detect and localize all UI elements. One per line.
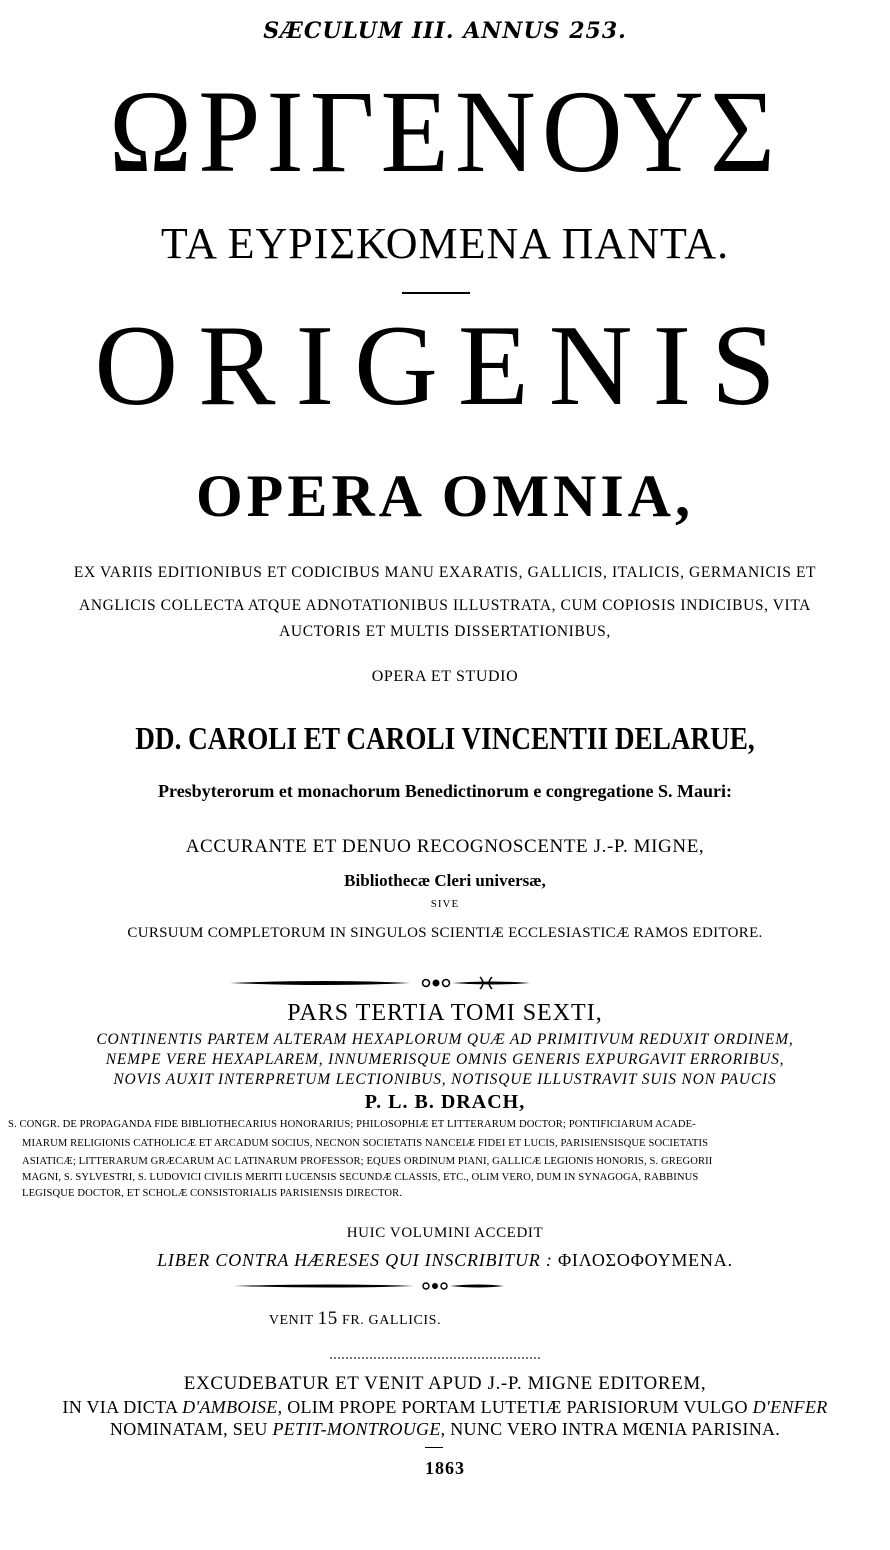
editors-description: Presbyterorum et monachorum Benedictinorum e congregatione S. Mauri: bbox=[158, 781, 732, 801]
address-text: , OLIM PROPE PORTAM LUTETIÆ PARISIORUM VULGO bbox=[277, 1397, 753, 1417]
address-text: IN VIA DICTA bbox=[62, 1397, 183, 1417]
short-rule-2 bbox=[425, 1447, 443, 1448]
latin-author: ORIGENIS bbox=[94, 302, 796, 430]
ornamental-rule-2 bbox=[234, 1278, 504, 1294]
cursuum: CURSUUM COMPLETORUM IN SINGULOS SCIENTIÆ ECCLESIASTICÆ RAMOS EDITORE. bbox=[127, 925, 763, 941]
address-italic: D'ENFER bbox=[752, 1397, 828, 1417]
continentis-line-1: CONTINENTIS PARTEM ALTERAM HEXAPLORUM QUÆ AD PRIMITIVUM REDUXIT ORDINEM, bbox=[96, 1031, 794, 1048]
opera-et-studio: OPERA ET STUDIO bbox=[371, 668, 519, 685]
address-line-1 bbox=[0, 1397, 890, 1418]
dotted-rule bbox=[330, 1357, 540, 1359]
venit-prefix: VENIT bbox=[268, 1313, 314, 1328]
ornament-dot bbox=[441, 1283, 447, 1289]
ornament-dot bbox=[443, 980, 450, 987]
venit-suffix: FR. GALLICIS. bbox=[341, 1313, 442, 1328]
ornament-swell-left bbox=[230, 981, 410, 985]
accurante: ACCURANTE ET DENUO RECOGNOSCENTE J.-P. MIGNE, bbox=[185, 836, 705, 857]
venit-line bbox=[0, 1308, 800, 1330]
continentis-line-3: NOVIS AUXIT INTERPRETUM LECTIONIBUS, NOTISQUE ILLUSTRAVIT SUIS NON PAUCIS bbox=[113, 1071, 777, 1088]
liber-line bbox=[0, 1250, 890, 1271]
ornament-dot bbox=[432, 1283, 438, 1289]
ornament-swell-left bbox=[234, 1285, 414, 1288]
short-rule-1 bbox=[402, 292, 470, 294]
greek-subtitle: ΤΑ ΕΥΡΙΣΚΟΜΕΝΑ ΠΑΝΤΑ. bbox=[160, 219, 730, 268]
liber-greek: ΦΙΛΟΣΟΦΟΥΜΕΝΑ. bbox=[557, 1250, 733, 1270]
drach-desc-line-5: LEGISQUE DOCTOR, ET SCHOLÆ CONSISTORIALIS PARISIENSIS DIRECTOR. bbox=[22, 1188, 403, 1199]
drach-desc-line-1: S. CONGR. DE PROPAGANDA FIDE BIBLIOTHECARIUS HONORARIUS; PHILOSOPHIÆ ET LITTERARUM DOCTOR; PONTIFICIARUM ACADE- bbox=[8, 1119, 696, 1130]
address-text: NOMINATAM, SEU bbox=[109, 1419, 273, 1439]
excudebatur: EXCUDEBATUR ET VENIT APUD J.-P. MIGNE EDITOREM, bbox=[183, 1373, 707, 1394]
bibliothecae: Bibliothecæ Cleri universæ, bbox=[344, 871, 546, 890]
description-line-1: EX VARIIS EDITIONIBUS ET CODICIBUS MANU EXARATIS, GALLICIS, ITALICIS, GERMANICIS ET bbox=[73, 564, 817, 581]
description-line-2: ANGLICIS COLLECTA ATQUE ADNOTATIONIBUS ILLUSTRATA, CUM COPIOSIS INDICIBUS, VITA bbox=[79, 597, 811, 614]
year: 1863 bbox=[425, 1458, 465, 1478]
ornament-dot bbox=[433, 980, 440, 987]
pars: PARS TERTIA TOMI SEXTI, bbox=[287, 1000, 603, 1026]
address-text: , NUNC VERO INTRA MŒNIA PARISINA. bbox=[440, 1419, 781, 1439]
editors: DD. CAROLI ET CAROLI VINCENTII DELARUE, bbox=[135, 720, 755, 756]
drach-desc-line-3: ASIATICÆ; LITTERARUM GRÆCARUM AC LATINARUM PROFESSOR; EQUES ORDINUM PIANI, GALLICÆ LEGIONIS HONORIS, S. GREGORII bbox=[22, 1156, 713, 1167]
header-line: SÆCULUM III. ANNUS 253. bbox=[263, 18, 627, 44]
ornament-swell-right bbox=[450, 1285, 504, 1288]
huic-volumini: HUIC VOLUMINI ACCEDIT bbox=[346, 1225, 544, 1241]
address-italic: PETIT-MONTROUGE bbox=[272, 1419, 441, 1439]
address-italic: D'AMBOISE bbox=[182, 1397, 278, 1417]
greek-author: ΩΡΙΓΕΝΟΥΣ bbox=[108, 66, 782, 198]
ornament-swell-right bbox=[452, 982, 530, 985]
ornament-dot bbox=[423, 1283, 429, 1289]
drach: P. L. B. DRACH, bbox=[364, 1091, 526, 1113]
ornament-dot bbox=[423, 980, 430, 987]
description-line-3: AUCTORIS ET MULTIS DISSERTATIONIBUS, bbox=[279, 623, 611, 640]
ornamental-rule-1 bbox=[230, 973, 530, 993]
address-line-2 bbox=[0, 1419, 890, 1440]
sive: SIVE bbox=[430, 898, 460, 910]
continentis-line-2: NEMPE VERE HEXAPLAREM, INNUMERISQUE OMNIS GENERIS EXPURGAVIT ERRORIBUS, bbox=[105, 1051, 785, 1068]
venit-price: 15 bbox=[317, 1308, 338, 1329]
opera-omnia: OPERA OMNIA, bbox=[196, 463, 694, 529]
liber-prefix: LIBER CONTRA HÆRESES QUI INSCRIBITUR : bbox=[157, 1250, 553, 1270]
drach-desc-line-4: MAGNI, S. SYLVESTRI, S. LUDOVICI CIVILIS MERITI LUCENSIS SECUNDÆ CLASSIS, ETC., OLIM VERO, DUM IN SYNAGOGA, RABBINUS bbox=[22, 1172, 699, 1183]
drach-desc-line-2: MIARUM RELIGIONIS CATHOLICÆ ET ARCADUM SOCIUS, NECNON SOCIETATIS NANCEIÆ FIDEI ET LUCIS, PARISIENSISQUE SOCIETATIS bbox=[22, 1138, 709, 1149]
